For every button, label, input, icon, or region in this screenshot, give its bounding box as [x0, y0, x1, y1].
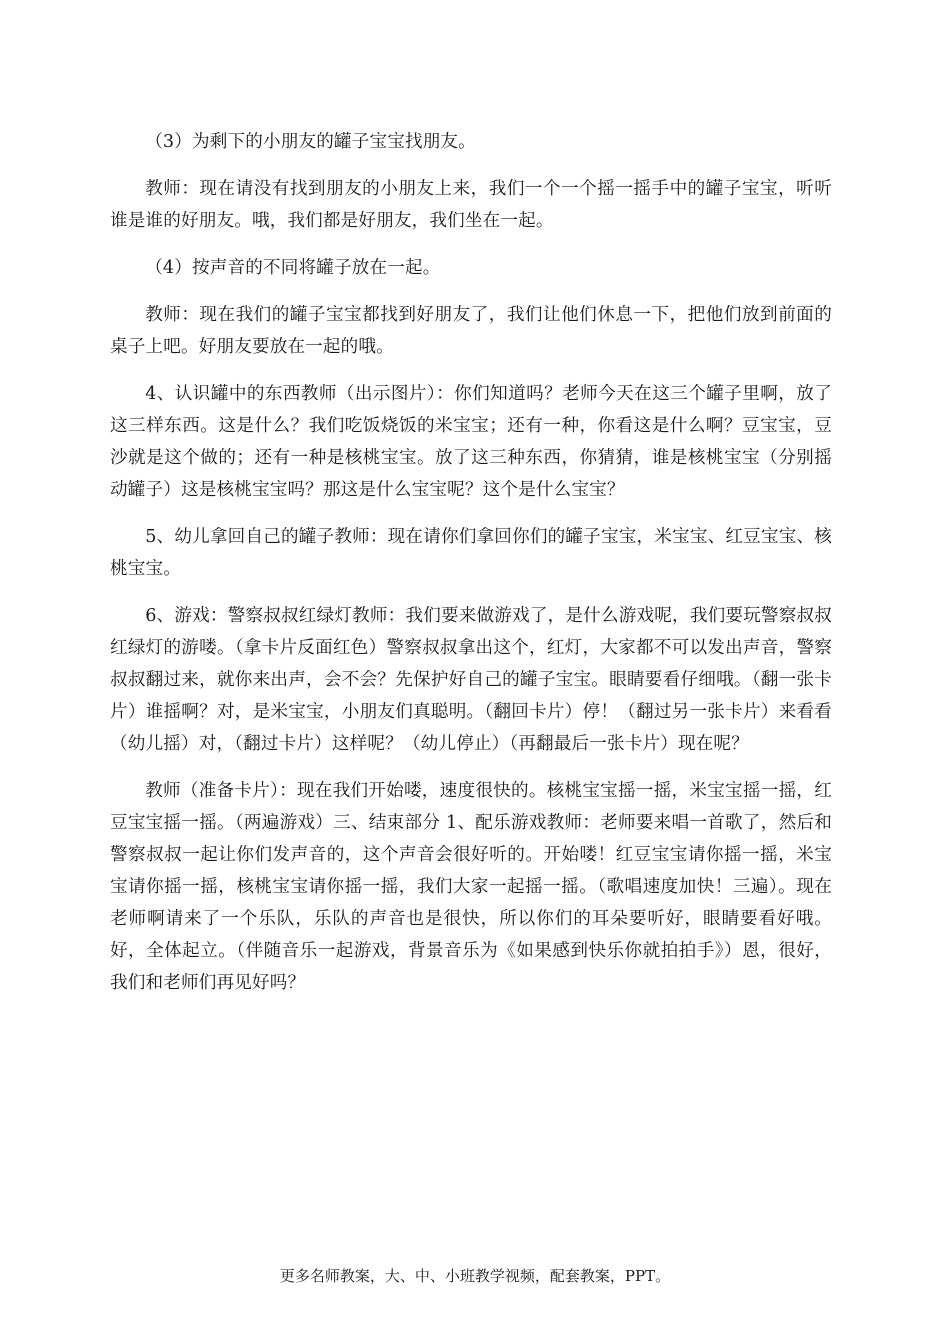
paragraph-4: 教师：现在我们的罐子宝宝都找到好朋友了，我们让他们休息一下，把他们放到前面的桌子上吧。好朋友要放在一起的哦。	[110, 305, 832, 357]
page-footer: 更多名师教案，大、中、小班教学视频，配套教案，PPT。	[279, 1267, 671, 1285]
paragraph-2: 教师：现在请没有找到朋友的小朋友上来，我们一个一个摇一摇手中的罐子宝宝，听听谁是谁的好朋友。哦，我们都是好朋友，我们坐在一起。	[110, 179, 832, 231]
paragraph-8: 教师（准备卡片）：现在我们开始喽，速度很快的。核桃宝宝摇一摇，米宝宝摇一摇，红豆宝宝摇一摇。（两遍游戏）三、结束部分 1、配乐游戏教师：老师要来唱一首歌了，然后和警察叔叔一起让你们发声音的，这个声音会很好听的。开始喽！红豆宝宝请你摇一摇，米宝宝请你摇一摇，核桃宝宝请你摇一摇，我们大家一起摇一摇。（歌唱速度加快！三遍）。现在老师啊请来了一个乐队，乐队的声音也是很快，所以你们的耳朵要听好，眼睛要看好哦。好，全体起立。（伴随音乐一起游戏，背景音乐为《如果感到快乐你就拍拍手》）恩，很好，我们和老师们再见好吗？	[110, 781, 832, 993]
paragraph-7: 6、游戏：警察叔叔红绿灯教师：我们要来做游戏了，是什么游戏呢，我们要玩警察叔叔红绿灯的游喽。（拿卡片反面红色）警察叔叔拿出这个，红灯，大家都不可以发出声音，警察叔叔翻过来，就你来出声，会不会？先保护好自己的罐子宝宝。眼睛要看仔细哦。（翻一张卡片）谁摇啊？对，是米宝宝，小朋友们真聪明。（翻回卡片）停！（翻过另一张卡片）来看看（幼儿摇）对，（翻过卡片）这样呢？（幼儿停止）（再翻最后一张卡片）现在呢？	[110, 606, 832, 754]
paragraph-6: 5、幼儿拿回自己的罐子教师：现在请你们拿回你们的罐子宝宝，米宝宝、红豆宝宝、核桃宝宝。	[110, 527, 832, 579]
document-body	[110, 126, 832, 1014]
paragraph-1: （3）为剩下的小朋友的罐子宝宝找朋友。	[145, 132, 476, 152]
paragraph-5: 4、认识罐中的东西教师（出示图片）：你们知道吗？老师今天在这三个罐子里啊，放了这三样东西。这是什么？我们吃饭烧饭的米宝宝；还有一种，你看这是什么啊？豆宝宝，豆沙就是这个做的；还有一种是核桃宝宝。放了这三种东西，你猜猜，谁是核桃宝宝（分别摇动罐子）这是核桃宝宝吗？那这是什么宝宝呢？这个是什么宝宝？	[110, 384, 832, 500]
paragraph-3: （4）按声音的不同将罐子放在一起。	[145, 258, 441, 278]
